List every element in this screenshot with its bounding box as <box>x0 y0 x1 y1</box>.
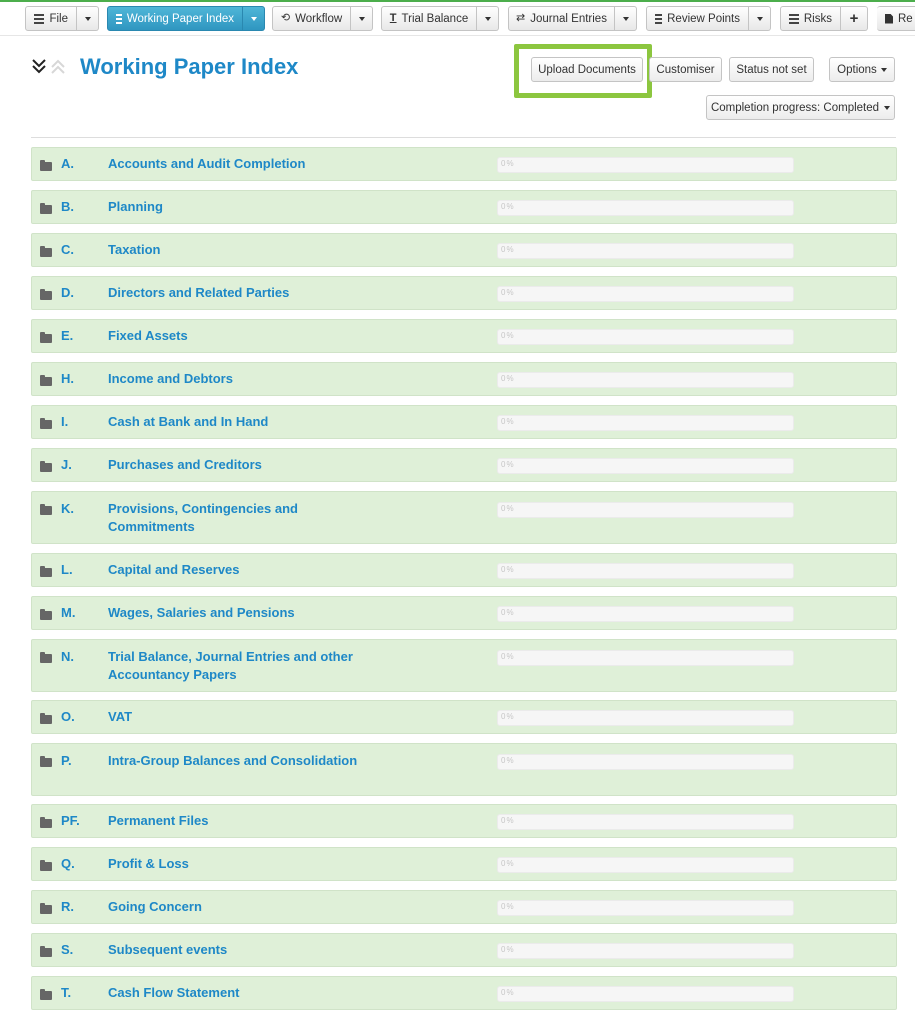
customiser-button[interactable]: Customiser <box>649 57 722 82</box>
progress-bar <box>497 157 794 173</box>
section-code: D. <box>61 285 74 300</box>
document-icon <box>885 14 893 24</box>
list-icon <box>116 14 122 24</box>
section-code: I. <box>61 414 69 429</box>
file-menu-group <box>25 6 99 31</box>
section-code: O. <box>61 709 75 724</box>
review-points-group <box>646 6 771 31</box>
progress-bar <box>497 650 794 666</box>
journal-entries-group <box>508 6 637 31</box>
progress-text: 0% <box>501 504 515 513</box>
folder-icon <box>40 611 52 620</box>
progress-text: 0% <box>501 374 515 383</box>
top-toolbar <box>0 0 915 36</box>
options-button[interactable] <box>829 57 895 82</box>
section-row[interactable] <box>31 639 897 692</box>
progress-text: 0% <box>501 945 515 954</box>
progress-bar <box>497 900 794 916</box>
progress-bar <box>497 200 794 216</box>
section-code: R. <box>61 899 74 914</box>
progress-text: 0% <box>501 202 515 211</box>
section-title[interactable]: Capital and Reserves <box>108 562 240 577</box>
section-row[interactable] <box>31 491 897 544</box>
progress-bar <box>497 372 794 388</box>
folder-icon <box>40 463 52 472</box>
section-title[interactable]: Directors and Related Parties <box>108 285 290 300</box>
reports-button[interactable] <box>877 6 915 31</box>
section-row[interactable] <box>31 743 897 796</box>
section-title[interactable]: Permanent Files <box>108 813 209 828</box>
section-row[interactable] <box>31 804 897 838</box>
chevron-down-icon <box>251 17 257 21</box>
progress-bar <box>497 754 794 770</box>
progress-text: 0% <box>501 988 515 997</box>
progress-text: 0% <box>501 859 515 868</box>
progress-text: 0% <box>501 288 515 297</box>
section-title[interactable]: Wages, Salaries and Pensions <box>108 605 295 620</box>
section-title[interactable]: Taxation <box>108 242 161 257</box>
workflow-label: Workflow <box>295 12 343 25</box>
progress-text: 0% <box>501 756 515 765</box>
folder-icon <box>40 568 52 577</box>
progress-bar <box>497 286 794 302</box>
section-row[interactable] <box>31 147 897 181</box>
progress-text: 0% <box>501 460 515 469</box>
collapse-all-icon[interactable] <box>31 57 71 77</box>
section-title[interactable]: Purchases and Creditors <box>108 457 262 472</box>
completion-progress-dropdown[interactable] <box>706 95 895 120</box>
section-code: A. <box>61 156 74 171</box>
section-row[interactable] <box>31 276 897 310</box>
progress-text: 0% <box>501 417 515 426</box>
plus-icon: + <box>849 10 859 27</box>
folder-icon <box>40 905 52 914</box>
section-row[interactable] <box>31 847 897 881</box>
folder-icon <box>40 205 52 214</box>
collapse-expand-controls <box>31 57 71 77</box>
add-risk-button[interactable] <box>841 6 868 31</box>
section-title[interactable]: Intra-Group Balances and Consolidation <box>108 753 358 768</box>
folder-icon <box>40 862 52 871</box>
section-title[interactable]: Trial Balance, Journal Entries and other Accountancy Papers <box>108 649 353 682</box>
folder-icon <box>40 715 52 724</box>
section-row[interactable] <box>31 700 897 734</box>
progress-text: 0% <box>501 816 515 825</box>
progress-bar <box>497 986 794 1002</box>
progress-text: 0% <box>501 331 515 340</box>
folder-icon <box>40 506 52 515</box>
chevron-down-icon <box>85 17 91 21</box>
chevron-down-icon <box>757 17 763 21</box>
working-paper-index-group <box>107 6 265 31</box>
list-icon <box>34 14 44 24</box>
section-row[interactable] <box>31 553 897 587</box>
progress-text: 0% <box>501 245 515 254</box>
folder-icon <box>40 819 52 828</box>
progress-bar <box>497 329 794 345</box>
section-code: J. <box>61 457 72 472</box>
review-points-dropdown-button[interactable] <box>749 6 771 31</box>
progress-bar <box>497 415 794 431</box>
section-code: PF. <box>61 813 80 828</box>
section-title[interactable]: Going Concern <box>108 899 202 914</box>
section-code: L. <box>61 562 73 577</box>
risks-group <box>780 6 868 31</box>
list-icon <box>789 14 799 24</box>
section-title[interactable]: Subsequent events <box>108 942 228 957</box>
section-row[interactable] <box>31 362 897 396</box>
trial-balance-group <box>381 6 499 31</box>
review-points-button[interactable] <box>646 6 749 31</box>
chevron-down-icon <box>359 17 365 21</box>
text-icon: T <box>389 12 397 24</box>
file-button[interactable] <box>25 6 77 31</box>
section-code: H. <box>61 371 74 386</box>
section-code: K. <box>61 501 74 516</box>
progress-text: 0% <box>501 902 515 911</box>
shuffle-icon: ⇄ <box>516 12 526 24</box>
section-title[interactable]: Profit & Loss <box>108 856 189 871</box>
workflow-button[interactable] <box>272 6 351 31</box>
progress-bar <box>497 857 794 873</box>
review-points-label: Review Points <box>667 12 740 25</box>
progress-bar <box>497 606 794 622</box>
list-icon <box>655 14 662 24</box>
refresh-icon: ⟲ <box>280 12 291 24</box>
progress-bar <box>497 814 794 830</box>
section-row[interactable] <box>31 233 897 267</box>
folder-icon <box>40 377 52 386</box>
section-title[interactable]: Fixed Assets <box>108 328 188 343</box>
folder-icon <box>40 334 52 343</box>
chevron-down-icon <box>881 68 887 72</box>
working-paper-index-dropdown-button[interactable] <box>243 6 265 31</box>
progress-bar <box>497 502 794 518</box>
progress-bar <box>497 458 794 474</box>
progress-bar <box>497 243 794 259</box>
chevron-down-icon <box>623 17 629 21</box>
trial-balance-dropdown-button[interactable] <box>477 6 499 31</box>
workflow-dropdown-button[interactable] <box>351 6 373 31</box>
section-row[interactable] <box>31 190 897 224</box>
section-row[interactable] <box>31 890 897 924</box>
progress-text: 0% <box>501 652 515 661</box>
progress-text: 0% <box>501 608 515 617</box>
file-label: File <box>49 12 68 25</box>
folder-icon <box>40 654 52 663</box>
trial-balance-label: Trial Balance <box>401 12 469 25</box>
section-row[interactable] <box>31 976 897 1010</box>
progress-bar <box>497 563 794 579</box>
section-row[interactable] <box>31 448 897 482</box>
progress-text: 0% <box>501 712 515 721</box>
progress-bar <box>497 710 794 726</box>
section-title[interactable]: Accounts and Audit Completion <box>108 156 306 171</box>
section-title[interactable]: Cash Flow Statement <box>108 985 240 1000</box>
progress-text: 0% <box>501 565 515 574</box>
journal-entries-button[interactable] <box>508 6 615 31</box>
page-title: Working Paper Index <box>80 54 299 79</box>
file-dropdown-button[interactable] <box>77 6 99 31</box>
section-title[interactable]: VAT <box>108 709 133 724</box>
risks-label: Risks <box>803 12 832 25</box>
working-paper-index-label: Working Paper Index <box>126 12 234 25</box>
reports-group <box>877 6 915 31</box>
section-code: N. <box>61 649 74 664</box>
section-title[interactable]: Provisions, Contingencies and Commitments <box>108 501 298 534</box>
section-code: E. <box>61 328 74 343</box>
section-row[interactable] <box>31 405 897 439</box>
workflow-group <box>272 6 373 31</box>
completion-progress-label: Completion progress: Completed <box>710 101 880 114</box>
section-code: Q. <box>61 856 75 871</box>
folder-icon <box>40 291 52 300</box>
folder-icon <box>40 758 52 767</box>
section-title[interactable]: Cash at Bank and In Hand <box>108 414 269 429</box>
section-row[interactable] <box>31 933 897 967</box>
working-paper-index-button[interactable] <box>107 6 243 31</box>
chevron-down-icon <box>485 17 491 21</box>
header-divider <box>31 137 896 138</box>
folder-icon <box>40 991 52 1000</box>
progress-text: 0% <box>501 159 515 168</box>
section-code: B. <box>61 199 74 214</box>
section-code: P. <box>61 753 72 768</box>
upload-documents-button[interactable]: Upload Documents <box>531 57 643 82</box>
folder-icon <box>40 420 52 429</box>
folder-icon <box>40 162 52 171</box>
folder-icon <box>40 248 52 257</box>
journal-entries-label: Journal Entries <box>530 12 607 25</box>
options-label: Options <box>837 63 877 76</box>
reports-label: Re <box>898 12 913 25</box>
section-code: M. <box>61 605 76 620</box>
section-title[interactable]: Planning <box>108 199 163 214</box>
section-code: S. <box>61 942 74 957</box>
folder-icon <box>40 948 52 957</box>
status-button[interactable]: Status not set <box>729 57 814 82</box>
section-row[interactable] <box>31 596 897 630</box>
journal-entries-dropdown-button[interactable] <box>615 6 637 31</box>
progress-bar <box>497 943 794 959</box>
section-code: C. <box>61 242 74 257</box>
section-row[interactable] <box>31 319 897 353</box>
risks-button[interactable] <box>780 6 841 31</box>
chevron-down-icon <box>884 106 890 110</box>
section-code: T. <box>61 985 72 1000</box>
section-title[interactable]: Income and Debtors <box>108 371 233 386</box>
trial-balance-button[interactable] <box>381 6 477 31</box>
